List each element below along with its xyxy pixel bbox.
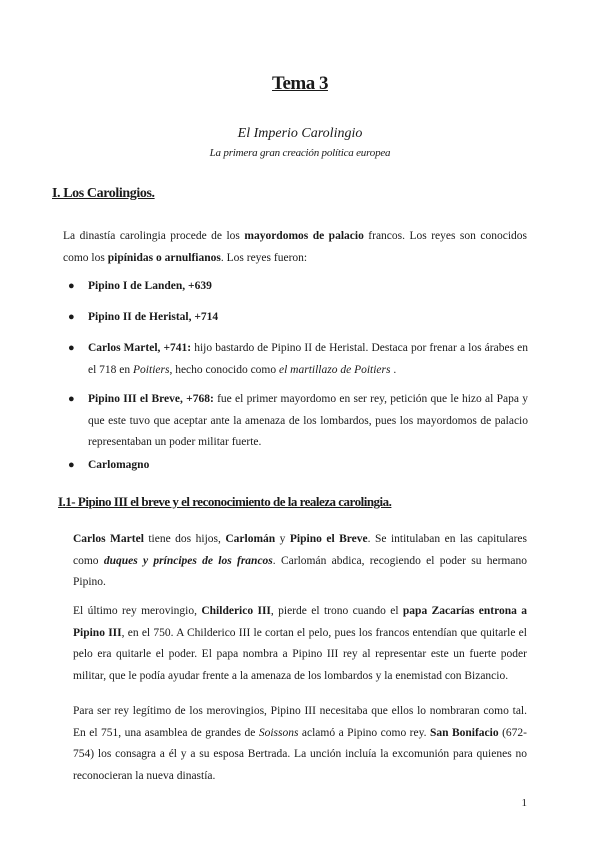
bullet-icon: ● — [68, 311, 75, 323]
paragraph-legitimidad: Para ser rey legítimo de los merovingios, Pipino III necesitaba que ellos lo nombraran como tal. En el 751, una asamblea de grandes de Soissons aclamó a Pipino como rey. San Bonifacio (672-754) los consagra a él y a su esposa Bertrada. La unción incluía la excomunión para quienes no reconocieran la nueva dinastía. — [73, 705, 527, 782]
document-subtitle: El Imperio Carolingio — [237, 126, 363, 141]
list-item: ● Pipino III el Breve, +768: fue el primer mayordomo en ser rey, petición que le hizo al Papa y que este tuvo que aceptar ante la amenaza de los lombardos, pues los mayordomos de palacio representaban un poder militar fuerte. — [88, 389, 528, 454]
document-title: Tema 3 — [272, 73, 328, 94]
bullet-icon: ● — [68, 280, 75, 292]
document-tagline: La primera gran creación política europea — [209, 147, 391, 159]
list-item: ● Pipino II de Heristal, +714 — [88, 307, 528, 329]
list-item: ● Carlomagno — [88, 455, 528, 477]
paragraph-carlos-martel: Carlos Martel tiene dos hijos, Carlomán y Pipino el Breve. Se intitulaban en las capitulares como duques y príncipes de los francos. Carlomán abdica, recogiendo el poder su hermano Pipino. — [73, 533, 528, 588]
bullet-icon: ● — [68, 459, 75, 471]
bullet-icon: ● — [68, 342, 75, 354]
intro-paragraph: La dinastía carolingia procede de los mayordomos de palacio francos. Los reyes son conocidos como los pipínidas o arnulfianos. Los reyes fueron: — [63, 230, 528, 264]
list-item: ● Carlos Martel, +741: hijo bastardo de Pipino II de Heristal. Destaca por frenar a los árabes en el 718 en Poitiers, hecho conocido como el martillazo de Poitiers . — [88, 338, 528, 381]
section-heading-carolingios: I. Los Carolingios. — [52, 186, 155, 201]
bullet-icon: ● — [68, 393, 75, 405]
list-item: ● Pipino I de Landen, +639 — [88, 276, 528, 298]
page-number: 1 — [521, 797, 527, 809]
subsection-heading-pipino: I.1- Pipino III el breve y el reconocimiento de la realeza carolingia. — [58, 494, 392, 509]
paragraph-childerico: El último rey merovingio, Childerico III, pierde el trono cuando el papa Zacarías entrona a Pipino III, en el 750. A Childerico III le cortan el pelo, pues los francos entendían que quitarle el pelo era quitarle el poder. El papa nombra a Pipino III rey al representar este un fuerte poder militar, que le podía ayudar frente a la amenaza de los lombardos y la enemistad con Bizancio. — [73, 605, 528, 682]
